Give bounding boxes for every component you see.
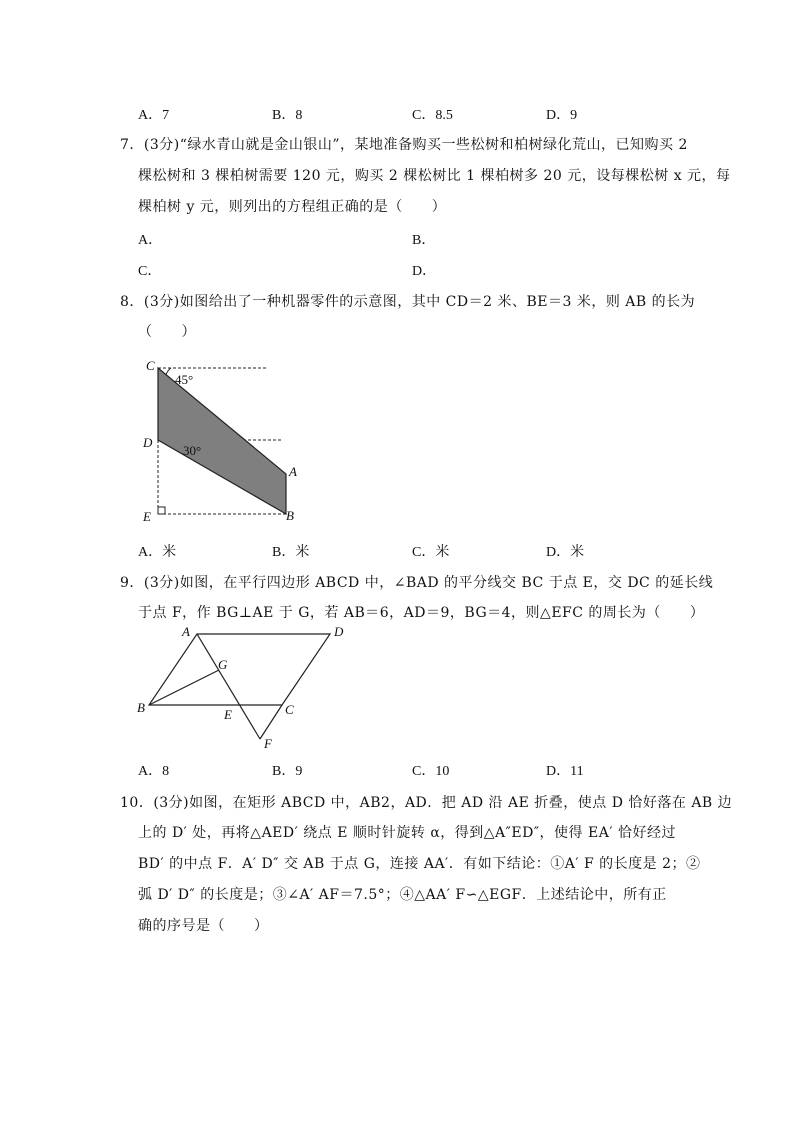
q8-label-e: E [143,509,151,524]
q9-label-g: G [218,657,228,672]
q10-line-5: 确的序号是（ ） [138,918,269,934]
q9-line-bg [149,670,219,705]
q10-line-2: 上的 D′ 处，再将△AED′ 绕点 E 顺时针旋转 α，得到△A″ED″，使得 EA′ 恰好经过 [138,825,676,841]
q9-label-d: D [334,624,344,639]
q9-label-c: C [285,702,294,717]
q7-option-d: D． [412,264,437,279]
q9-label-a: A [182,624,190,639]
q8-part-shape [158,368,286,514]
q8-label-c: C [146,358,155,373]
q8-label-a: A [289,464,297,479]
q6-option-c: C．8.5 [412,108,453,123]
q8-angle-arc-c [166,368,171,375]
q8-line-1: 8．(3分)如图给出了一种机器零件的示意图，其中 CD＝2 米、BE＝3 米，则 AB 的长为 [120,294,696,310]
q9-figure [130,622,350,757]
q7-line-2: 棵松树和 3 棵柏树需要 120 元，购买 2 棵松树比 1 棵柏树多 20 元，设每棵松树 x 元，每 [138,168,731,184]
q7-option-c: C． [138,264,162,279]
q8-option-c: C．米 [412,545,450,560]
q9-option-a: A．8 [138,764,170,779]
q9-line-c-f [260,705,282,739]
q9-label-e: E [224,707,232,722]
q7-option-b: B． [412,233,436,248]
q8-right-angle-mark [158,507,165,514]
q8-option-a: A．米 [138,545,177,560]
q9-parallelogram [149,634,330,705]
q8-label-angle-c: 45° [175,372,194,387]
q8-line-2: （ ） [138,324,196,340]
q8-label-angle-d: 30° [183,443,202,458]
q9-option-c: C．10 [412,764,450,779]
q10-line-3: BD′ 的中点 F．A′ D″ 交 AB 于点 G，连接 AA′．有如下结论：①A′ F 的长度是 2；② [138,856,701,872]
q6-option-a: A．7 [138,108,170,123]
q9-label-f: F [264,736,272,751]
q9-option-b: B．9 [272,764,303,779]
q10-line-1: 10．(3分)如图，在矩形 ABCD 中，AB2，AD．把 AD 沿 AE 折叠，使点 D 恰好落在 AB 边 [120,795,733,811]
q6-option-d: D．9 [546,108,578,123]
q9-line-1: 9．(3分)如图，在平行四边形 ABCD 中，∠BAD 的平分线交 BC 于点 E，交 DC 的延长线 [120,575,714,591]
q8-label-d: D [143,435,153,450]
q8-label-b: B [286,508,294,523]
q9-line-ae-f [197,634,260,739]
q7-option-a: A． [138,233,163,248]
q9-line-2: 于点 F，作 BG⊥AE 于 G，若 AB＝6，AD＝9，BG＝4，则△EFC 的周长为（ ） [138,605,705,621]
q7-line-1: 7．(3分)“绿水青山就是金山银山”，某地准备购买一些松树和柏树绿化荒山，已知购买 2 [120,137,688,153]
q7-line-3: 棵柏树 y 元，则列出的方程组正确的是（ ） [138,199,447,215]
q10-line-4: 弧 D′ D″ 的长度是；③∠A′ AF＝7.5°；④△AA′ F∽△EGF．上述结论中，所有正 [138,887,667,903]
q8-figure [135,352,305,532]
q8-option-b: B．米 [272,545,310,560]
q8-option-d: D．米 [546,545,585,560]
q9-option-d: D．11 [546,764,584,779]
q6-option-b: B．8 [272,108,303,123]
q9-label-b: B [137,700,145,715]
